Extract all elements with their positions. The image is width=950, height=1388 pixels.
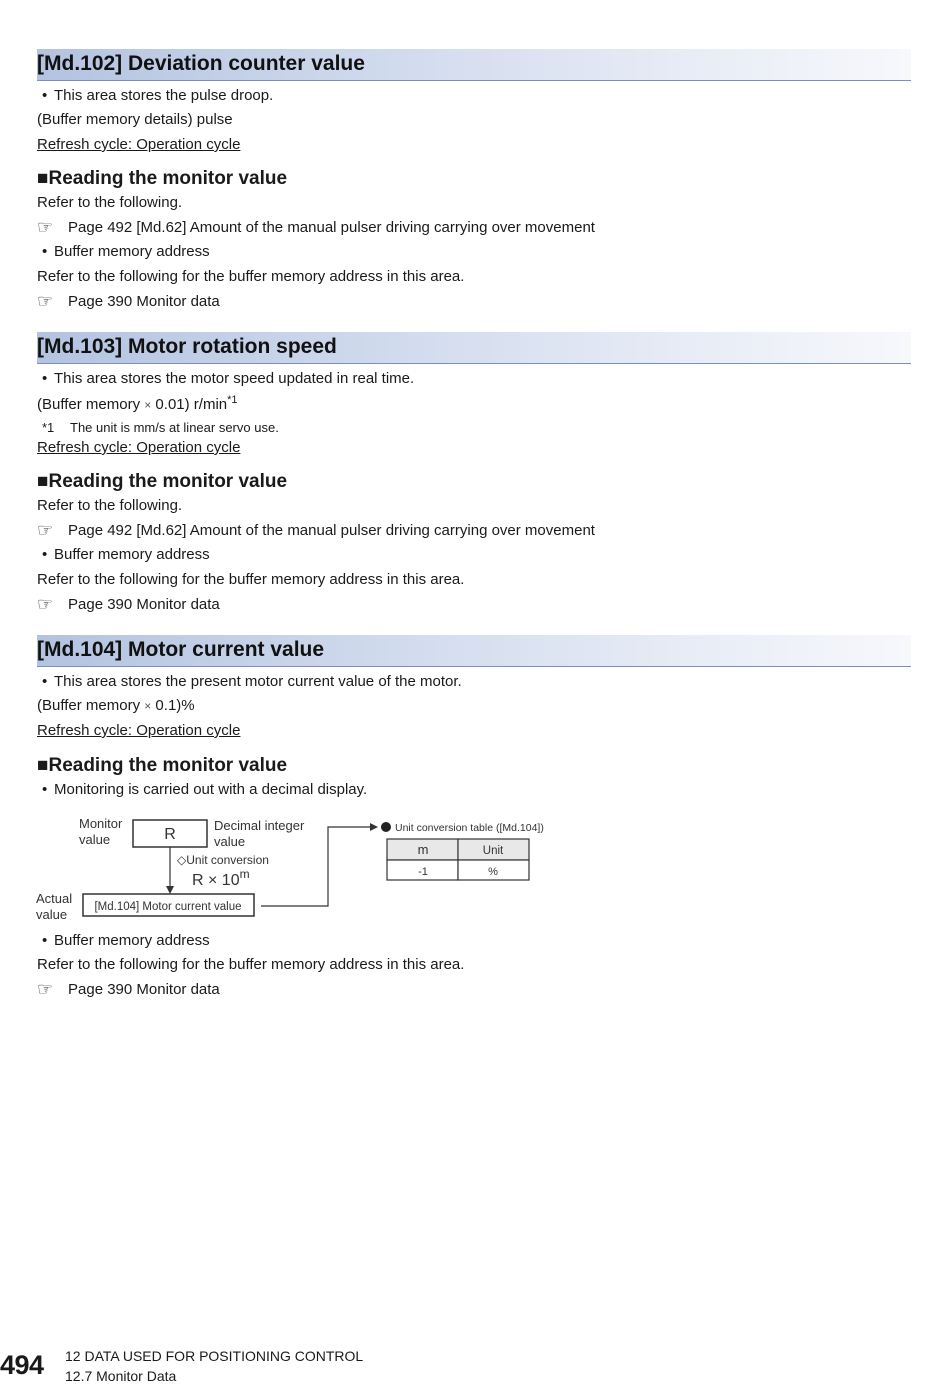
unit-conversion-label: ◇Unit conversion bbox=[177, 853, 269, 867]
formula: $R \times 10^m$ bbox=[192, 867, 250, 889]
actual-value-label: value bbox=[36, 907, 68, 922]
buffer-bullet: • Buffer memory address bbox=[42, 546, 210, 563]
buffer-bullet-text: Buffer memory address bbox=[54, 546, 210, 563]
table-header-unit: Unit bbox=[482, 845, 504, 857]
reference-link[interactable] bbox=[37, 219, 595, 236]
footnote: *1 The unit is mm/s at linear servo use. bbox=[42, 420, 279, 435]
table-header-m: m bbox=[417, 842, 429, 857]
description-bullet: • This area stores the present motor current value of the motor. bbox=[42, 673, 462, 690]
reference-link-text[interactable]: Page 492 [Md.62] Amount of the manual pulser driving carrying over movement bbox=[68, 522, 595, 539]
refresh-cycle: Refresh cycle: Operation cycle bbox=[37, 439, 241, 456]
unit-line: (Buffer memory × 0.01) $r/\min^{*1}$ bbox=[37, 394, 238, 413]
buffer-bullet-text: Buffer memory address bbox=[54, 932, 210, 949]
monitor-bullet: • Monitoring is carried out with a decimal display. bbox=[42, 781, 368, 798]
monitor-data-link[interactable] bbox=[37, 981, 220, 998]
arrow-head-icon bbox=[166, 886, 174, 894]
section-title: [Md.104] Motor current value bbox=[37, 638, 325, 661]
reading-heading: ■Reading the monitor value bbox=[37, 755, 288, 776]
reference-link[interactable] bbox=[37, 522, 595, 539]
monitor-data-link[interactable] bbox=[37, 293, 220, 310]
reading-heading: ■Reading the monitor value bbox=[37, 471, 288, 492]
section-header-md103 bbox=[37, 332, 911, 364]
footer-section: 12.7 Monitor Data bbox=[65, 1368, 177, 1384]
pointing-hand-icon: ☞ bbox=[37, 291, 54, 311]
monitor-bullet-text: Monitoring is carried out with a decimal display. bbox=[54, 781, 368, 798]
pointing-hand-icon: ☞ bbox=[37, 594, 54, 614]
buffer-bullet-text: Buffer memory address bbox=[54, 243, 210, 260]
actual-value-label: Actual bbox=[36, 891, 73, 906]
arrow-head-icon bbox=[370, 823, 378, 831]
table-cell-unit: % bbox=[488, 866, 498, 878]
footer-chapter: 12 DATA USED FOR POSITIONING CONTROL bbox=[65, 1348, 364, 1364]
reading-heading: ■Reading the monitor value bbox=[37, 168, 288, 189]
description-bullet: • This area stores the motor speed updated in real time. bbox=[42, 370, 415, 387]
description-text: This area stores the motor speed updated in real time. bbox=[54, 370, 415, 387]
buffer-refer: Refer to the following for the buffer memory address in this area. bbox=[37, 268, 465, 285]
pointing-hand-icon: ☞ bbox=[37, 217, 54, 237]
refer-text: Refer to the following. bbox=[37, 194, 183, 211]
description-text: This area stores the present motor current value of the motor. bbox=[54, 673, 462, 690]
buffer-refer: Refer to the following for the buffer memory address in this area. bbox=[37, 956, 465, 973]
page-number: 494 bbox=[0, 1350, 44, 1380]
refresh-cycle: Refresh cycle: Operation cycle bbox=[37, 722, 241, 739]
decimal-integer-label: value bbox=[214, 834, 246, 849]
monitor-data-link-text[interactable]: Page 390 Monitor data bbox=[68, 293, 220, 310]
refer-text: Refer to the following. bbox=[37, 497, 183, 514]
reference-link-text[interactable]: Page 492 [Md.62] Amount of the manual pulser driving carrying over movement bbox=[68, 219, 595, 236]
monitor-data-link-text[interactable]: Page 390 Monitor data bbox=[68, 981, 220, 998]
description-text: This area stores the pulse droop. bbox=[54, 87, 274, 104]
buffer-refer: Refer to the following for the buffer memory address in this area. bbox=[37, 571, 465, 588]
section-header-md102 bbox=[37, 49, 911, 81]
unit-line: (Buffer memory details) pulse bbox=[37, 111, 233, 128]
section-title: [Md.103] Motor rotation speed bbox=[37, 335, 337, 358]
section-header-md104 bbox=[37, 635, 911, 667]
actual-value-box-label: [Md.104] Motor current value bbox=[94, 901, 242, 913]
buffer-bullet: • Buffer memory address bbox=[42, 243, 210, 260]
monitor-data-link[interactable] bbox=[37, 596, 220, 613]
r-box-label: R bbox=[164, 826, 176, 843]
monitor-value-label: Monitor bbox=[79, 816, 123, 831]
monitor-value-label: value bbox=[79, 832, 111, 847]
refresh-cycle: Refresh cycle: Operation cycle bbox=[37, 136, 241, 153]
unit-conversion-diagram bbox=[30, 808, 550, 928]
pointing-hand-icon: ☞ bbox=[37, 979, 54, 999]
unit-line: (Buffer memory × 0.1)% bbox=[37, 697, 195, 714]
table-cell-m: -1 bbox=[418, 866, 428, 878]
bullet-circle-icon bbox=[381, 822, 391, 832]
buffer-bullet: • Buffer memory address bbox=[42, 932, 210, 949]
pointing-hand-icon: ☞ bbox=[37, 520, 54, 540]
section-title: [Md.102] Deviation counter value bbox=[37, 52, 365, 75]
monitor-data-link-text[interactable]: Page 390 Monitor data bbox=[68, 596, 220, 613]
table-title: Unit conversion table ([Md.104]) bbox=[395, 822, 544, 834]
decimal-integer-label: Decimal integer bbox=[214, 818, 305, 833]
description-bullet: • This area stores the pulse droop. bbox=[42, 87, 274, 104]
footnote-marker: *1 bbox=[227, 394, 238, 406]
connector-line bbox=[261, 827, 370, 906]
